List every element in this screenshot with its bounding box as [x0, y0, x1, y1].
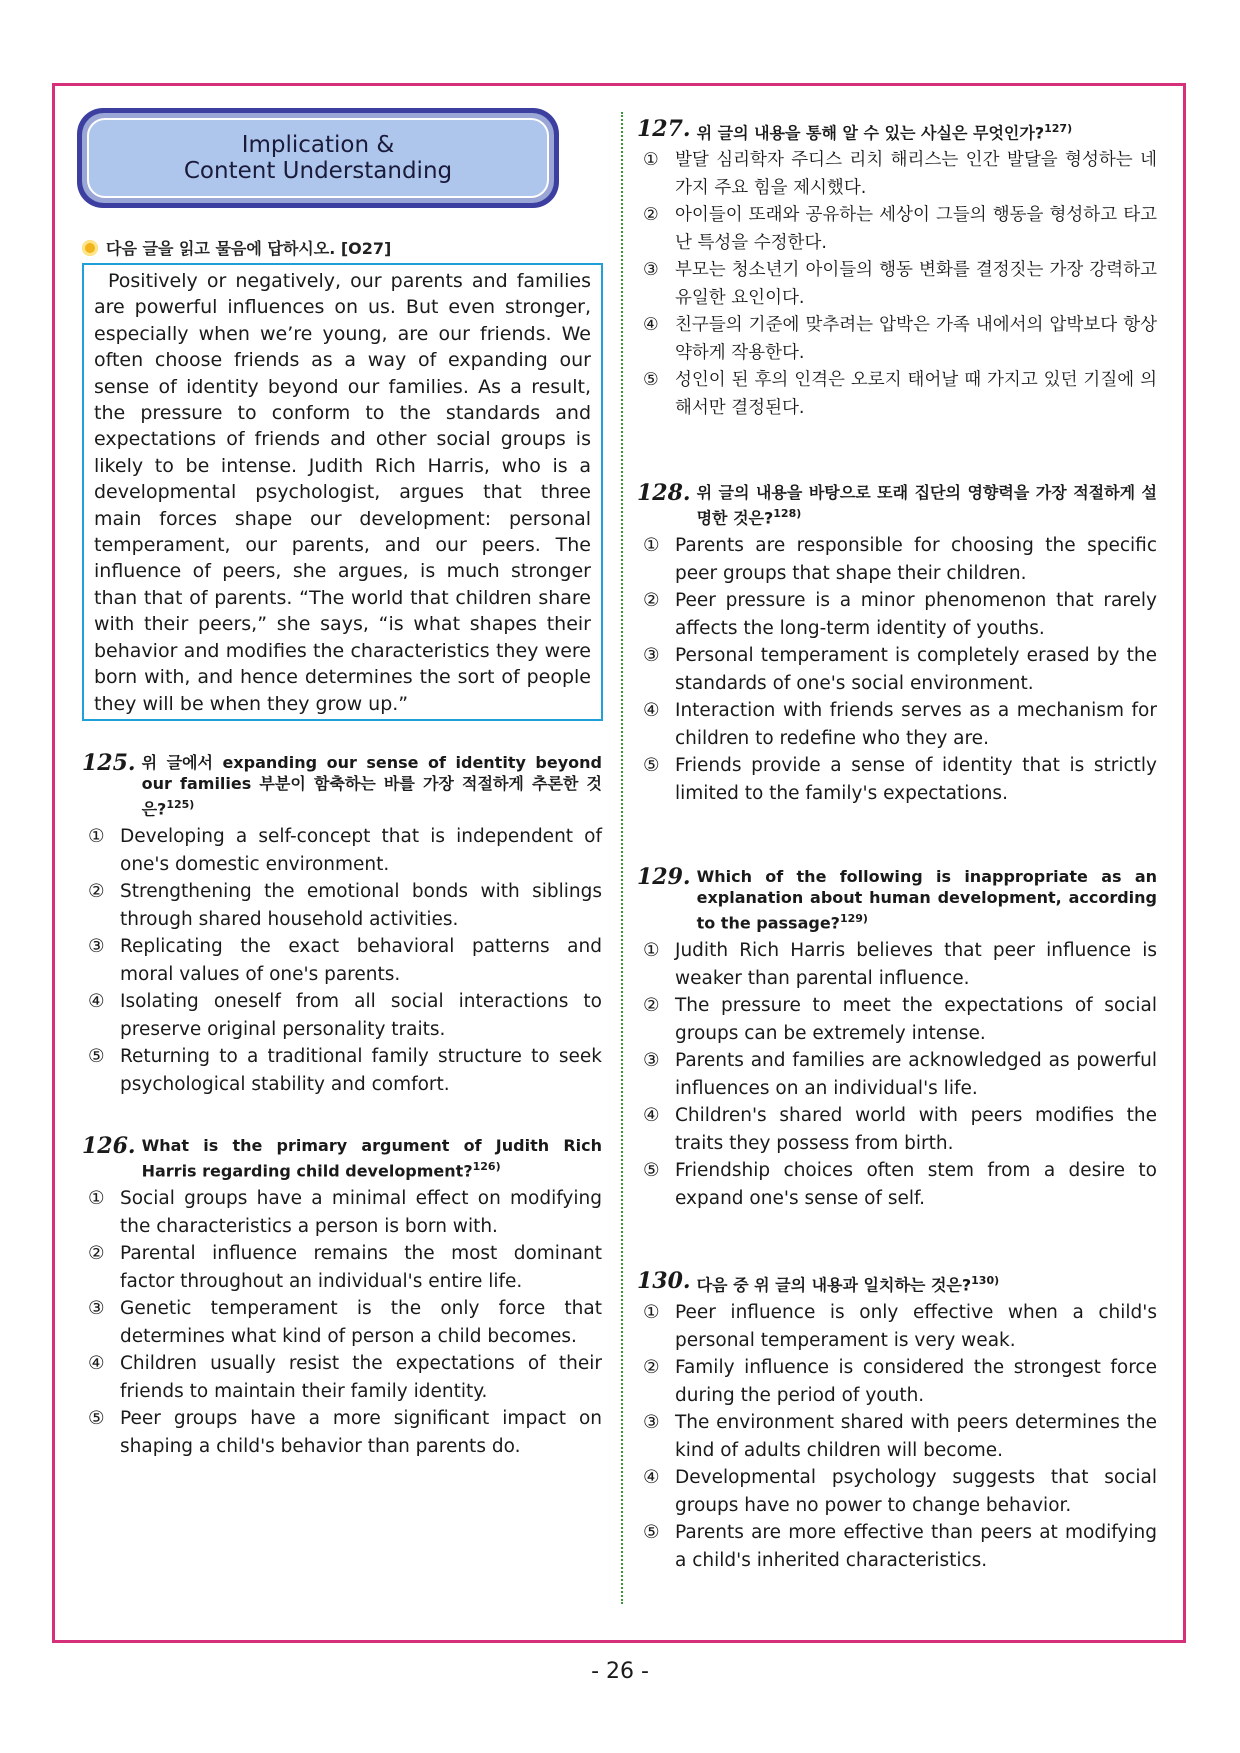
question-ref: 125): [166, 798, 195, 811]
answer-option: [82, 1295, 602, 1350]
option-marker: ②: [643, 205, 659, 226]
option-text: Developmental psychology suggests that social groups have no power to change behavior.: [675, 1467, 1157, 1516]
question-126: [82, 1135, 602, 1460]
option-text: 발달 심리학자 주디스 리치 해리스는 인간 발달을 형성하는 네 가지 주요 힘을 제시했다.: [675, 150, 1157, 198]
answer-option: [82, 1405, 602, 1460]
page-number: - 26 -: [591, 1659, 649, 1684]
answer-option: [82, 1043, 602, 1098]
question-125: [82, 752, 602, 1098]
question-130: [637, 1270, 1157, 1574]
option-text: Parents are more effective than peers at modifying a child's inherited characteristics.: [675, 1522, 1157, 1571]
option-marker: ⑤: [643, 755, 660, 777]
question-header: [637, 866, 1157, 933]
option-text: 친구들의 기준에 맞추려는 압박은 가족 내에서의 압박보다 항상 약하게 작용한다.: [675, 315, 1157, 363]
option-marker: ④: [88, 1353, 105, 1375]
section-title-line1: Implication &: [241, 132, 395, 158]
passage-text: Positively or negatively, our parents and families are powerful influences on us. But even stronger, especially when we’re young, are our friends. We often choose friends as a way of expanding our sense of identity beyond our families. As a result, the pressure to conform to the standards and expectations of friends and other social groups is likely to be intense. Judith Rich Harris, who is a developmental psychologist, argues that three main forces shape our development: personal temperament, our parents, and our peers. The influence of peers, she argues, is much stronger than that of parents. “The world that children share with their peers,” she says, “is what shapes their behavior and modifies the characteristics they were born with, and hence determines the sort of people they will be when they grow up.”: [94, 270, 591, 715]
question-129: [637, 866, 1157, 1212]
answer-option: [637, 587, 1157, 642]
option-text: Peer pressure is a minor phenomenon that rarely affects the long-term identity of youths.: [675, 590, 1157, 639]
answer-option: [637, 1157, 1157, 1212]
option-text: Children's shared world with peers modifies the traits they possess from birth.: [675, 1105, 1157, 1154]
answer-option: [637, 1354, 1157, 1409]
option-text: The pressure to meet the expectations of social groups can be extremely intense.: [675, 995, 1157, 1044]
option-text: Friendship choices often stem from a desire to expand one's sense of self.: [675, 1160, 1157, 1209]
option-list: [637, 937, 1157, 1212]
question-header: [637, 118, 1157, 143]
answer-option: [637, 312, 1157, 367]
option-text: Returning to a traditional family structure to seek psychological stability and comfort.: [120, 1046, 602, 1095]
option-marker: ①: [643, 535, 660, 557]
option-marker: ①: [643, 1302, 660, 1324]
option-marker: ④: [643, 315, 659, 336]
question-header: [82, 1135, 602, 1181]
option-marker: ③: [643, 260, 659, 281]
question-text: 위 글의 내용을 통해 알 수 있는 사실은 무엇인가?$^{127)}$: [696, 122, 1073, 143]
question-number: 126.: [82, 1133, 136, 1159]
option-text: Parents and families are acknowledged as powerful influences on an individual's life.: [675, 1050, 1157, 1099]
answer-option: [637, 992, 1157, 1047]
answer-option: [82, 988, 602, 1043]
option-list: [82, 823, 602, 1098]
answer-option: [82, 878, 602, 933]
question-text: 위 글에서 expanding our sense of identity beyond our families 부분이 함축하는 바를 가장 적절하게 추론한 것은?$^{125)}$: [141, 753, 602, 819]
option-marker: ④: [643, 700, 660, 722]
option-text: Peer groups have a more significant impact on shaping a child's behavior than parents do.: [120, 1408, 602, 1457]
option-marker: ③: [643, 1050, 660, 1072]
answer-option: [637, 1519, 1157, 1574]
option-marker: ⑤: [88, 1046, 105, 1068]
option-list: [82, 1185, 602, 1460]
answer-option: [637, 1047, 1157, 1102]
question-number: 127.: [637, 116, 691, 142]
section-banner: [77, 108, 559, 208]
question-ref: 129): [839, 912, 868, 925]
option-list: [637, 1299, 1157, 1574]
option-marker: ③: [88, 1298, 105, 1320]
option-marker: ②: [643, 590, 660, 612]
option-text: 성인이 된 후의 인격은 오로지 태어날 때 가지고 있던 기질에 의해서만 결정된다.: [675, 370, 1157, 418]
option-marker: ③: [643, 645, 660, 667]
option-marker: ①: [643, 940, 660, 962]
option-text: Genetic temperament is the only force that determines what kind of person a child becomes.: [120, 1298, 602, 1347]
option-text: Friends provide a sense of identity that is strictly limited to the family's expectations.: [675, 755, 1157, 804]
option-text: Family influence is considered the strongest force during the period of youth.: [675, 1357, 1157, 1406]
question-127: [637, 118, 1157, 422]
option-text: The environment shared with peers determines the kind of adults children will become.: [675, 1412, 1157, 1461]
option-text: Interaction with friends serves as a mechanism for children to redefine who they are.: [675, 700, 1157, 749]
answer-option: [637, 1299, 1157, 1354]
option-marker: ①: [88, 826, 105, 848]
question-ref: 126): [472, 1160, 501, 1173]
option-marker: ⑤: [643, 1160, 660, 1182]
question-number: 129.: [637, 864, 691, 890]
question-header: [637, 1270, 1157, 1295]
option-text: 부모는 청소년기 아이들의 행동 변화를 결정짓는 가장 강력하고 유일한 요인이다.: [675, 260, 1157, 308]
section-title-line2: Content Understanding: [183, 158, 453, 184]
question-128: [637, 482, 1157, 807]
question-text: What is the primary argument of Judith Rich Harris regarding child development?$^{126)}$: [141, 1136, 602, 1181]
option-text: Strengthening the emotional bonds with siblings through shared household activities.: [120, 881, 602, 930]
option-text: Replicating the exact behavioral patterns and moral values of one's parents.: [120, 936, 602, 985]
answer-option: [637, 697, 1157, 752]
option-marker: ②: [643, 995, 660, 1017]
answer-option: [637, 1409, 1157, 1464]
instruction-text: 다음 글을 읽고 물음에 답하시오. [O27]: [106, 239, 392, 258]
answer-option: [637, 202, 1157, 257]
answer-option: [637, 1464, 1157, 1519]
question-text: Which of the following is inappropriate as an explanation about human development, according to the passage?$^{129)}$: [696, 867, 1157, 933]
flower-icon: [82, 240, 98, 256]
option-marker: ⑤: [88, 1408, 105, 1430]
column-divider: [621, 112, 623, 1604]
question-ref: 127): [1044, 122, 1073, 135]
option-marker: ④: [643, 1467, 660, 1489]
answer-option: [637, 937, 1157, 992]
option-text: 아이들이 또래와 공유하는 세상이 그들의 행동을 형성하고 타고난 특성을 수정한다.: [675, 205, 1157, 253]
instruction: [82, 236, 391, 259]
option-marker: ①: [88, 1188, 105, 1210]
answer-option: [637, 257, 1157, 312]
option-text: Peer influence is only effective when a child's personal temperament is very weak.: [675, 1302, 1157, 1351]
option-text: Judith Rich Harris believes that peer influence is weaker than parental influence.: [675, 940, 1157, 989]
question-text: 위 글의 내용을 바탕으로 또래 집단의 영향력을 가장 적절하게 설명한 것은?$^{128)}$: [696, 483, 1157, 528]
option-marker: ⑤: [643, 370, 659, 391]
answer-option: [637, 752, 1157, 807]
option-marker: ①: [643, 150, 659, 171]
option-list: [637, 532, 1157, 807]
option-text: Children usually resist the expectations of their friends to maintain their family identity.: [120, 1353, 602, 1402]
answer-option: [637, 367, 1157, 422]
answer-option: [82, 1240, 602, 1295]
question-text: 다음 중 위 글의 내용과 일치하는 것은?$^{130)}$: [696, 1274, 1000, 1295]
answer-option: [82, 1350, 602, 1405]
answer-option: [637, 532, 1157, 587]
answer-option: [82, 1185, 602, 1240]
question-ref: 130): [971, 1274, 1000, 1287]
question-ref: 128): [773, 507, 802, 520]
option-marker: ③: [643, 1412, 660, 1434]
passage-box: [82, 263, 603, 721]
question-header: [82, 752, 602, 819]
option-text: Isolating oneself from all social interactions to preserve original personality traits.: [120, 991, 602, 1040]
question-number: 128.: [637, 480, 691, 506]
option-text: Parental influence remains the most dominant factor throughout an individual's entire life.: [120, 1243, 602, 1292]
answer-option: [82, 823, 602, 878]
question-number: 125.: [82, 750, 136, 776]
option-marker: ②: [643, 1357, 660, 1379]
option-marker: ③: [88, 936, 105, 958]
answer-option: [637, 1102, 1157, 1157]
option-marker: ②: [88, 881, 105, 903]
option-text: Developing a self-concept that is independent of one's domestic environment.: [120, 826, 602, 875]
option-marker: ④: [643, 1105, 660, 1127]
question-header: [637, 482, 1157, 528]
option-marker: ⑤: [643, 1522, 660, 1544]
option-text: Personal temperament is completely erased by the standards of one's social environment.: [675, 645, 1157, 694]
answer-option: [82, 933, 602, 988]
question-number: 130.: [637, 1268, 691, 1294]
option-text: Social groups have a minimal effect on modifying the characteristics a person is born with.: [120, 1188, 602, 1237]
option-list: [637, 147, 1157, 422]
answer-option: [637, 642, 1157, 697]
option-marker: ②: [88, 1243, 105, 1265]
option-marker: ④: [88, 991, 105, 1013]
answer-option: [637, 147, 1157, 202]
option-text: Parents are responsible for choosing the specific peer groups that shape their children.: [675, 535, 1157, 584]
